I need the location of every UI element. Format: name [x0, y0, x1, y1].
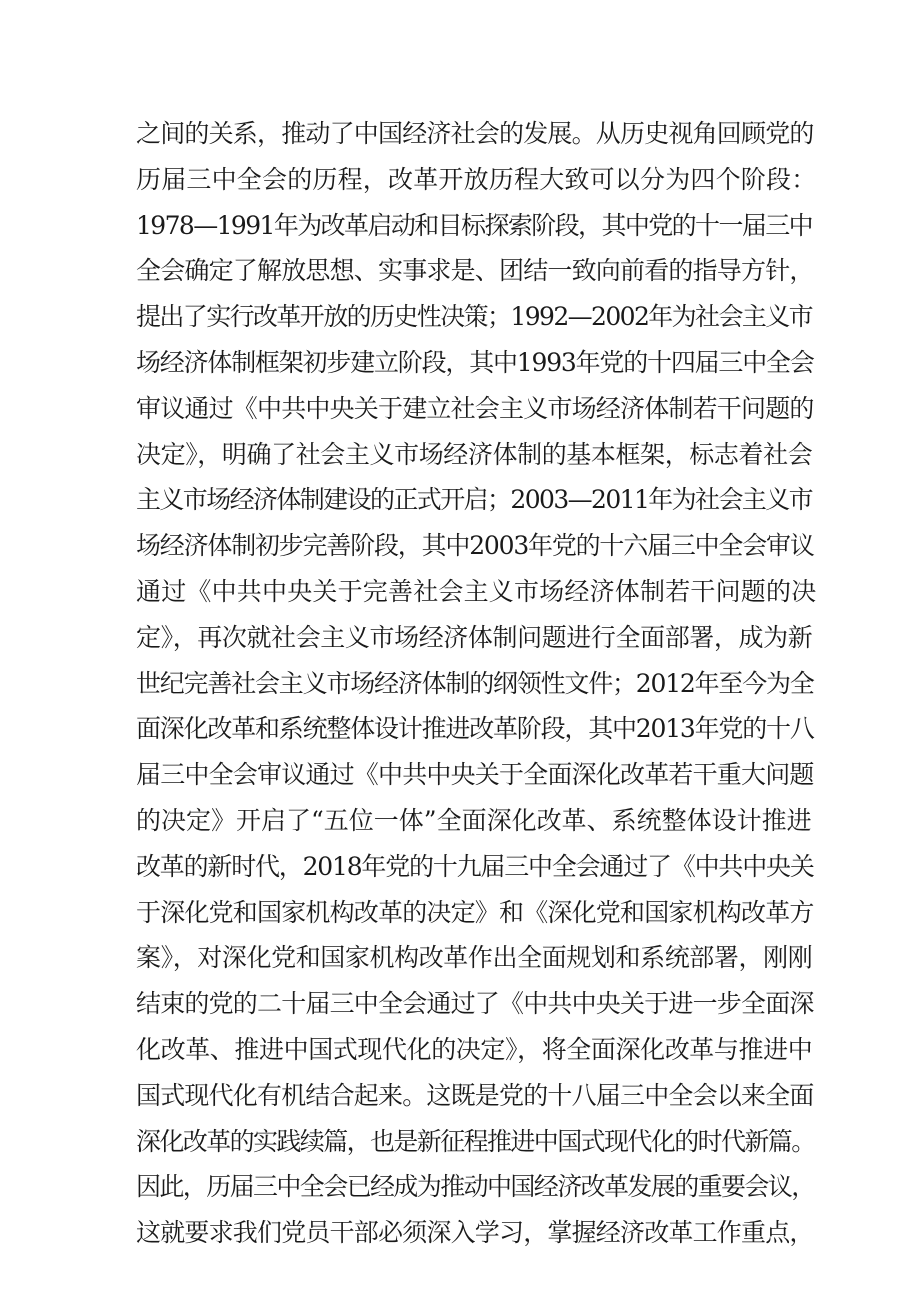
- text-line: 结束的党的二十届三中全会通过了《中共中央关于进一步全面深: [136, 989, 814, 1019]
- text-line: 于深化党和国家机构改革的决定》和《深化党和国家机构改革方: [136, 897, 814, 927]
- text-line: 因此，历届三中全会已经成为推动中国经济改革发展的重要会议，: [136, 1172, 815, 1202]
- text-line: 案》，对深化党和国家机构改革作出全面规划和系统部署，刚刚: [136, 943, 813, 973]
- text-line: 之间的关系，推动了中国经济社会的发展。从历史视角回顾党的: [136, 119, 814, 148]
- body-paragraph: [136, 111, 816, 1256]
- text-line: 全会确定了解放思想、实事求是、团结一致向前看的指导方针，: [136, 256, 814, 286]
- text-line: 国式现代化有机结合起来。这既是党的十八届三中全会以来全面: [136, 1080, 814, 1110]
- text-line: 场经济体制初步完善阶段，其中2003年党的十六届三中全会审议: [136, 531, 814, 561]
- text-line: 审议通过《中共中央关于建立社会主义市场经济体制若干问题的: [136, 393, 814, 423]
- text-line: 深化改革的实践续篇，也是新征程推进中国式现代化的时代新篇。: [136, 1126, 815, 1156]
- text-line: 的决定》开启了“五位一体”全面深化改革、系统整体设计推进: [136, 805, 812, 835]
- text-line: 改革的新时代，2018年党的十九届三中全会通过了《中共中央关: [136, 851, 814, 881]
- text-line: 场经济体制框架初步建立阶段，其中1993年党的十四届三中全会: [136, 347, 814, 377]
- text-line: 1978—1991年为改革启动和目标探索阶段，其中党的十一届三中: [136, 210, 813, 240]
- text-line: 历届三中全会的历程，改革开放历程大致可以分为四个阶段：: [136, 164, 817, 194]
- text-line: 面深化改革和系统整体设计推进改革阶段，其中2013年党的十八: [136, 714, 814, 744]
- text-line: 世纪完善社会主义市场经济体制的纲领性文件；2012年至今为全: [136, 668, 814, 698]
- text-line: 通过《中共中央关于完善社会主义市场经济体制若干问题的决: [136, 576, 817, 606]
- text-line: 决定》，明确了社会主义市场经济体制的基本框架，标志着社会: [136, 439, 813, 469]
- text-line: 提出了实行改革开放的历史性决策；1992—2002年为社会主义市: [136, 302, 813, 332]
- text-line: 主义市场经济体制建设的正式开启；2003—2011年为社会主义市: [136, 485, 813, 515]
- text-line: 这就要求我们党员干部必须深入学习，掌握经济改革工作重点，: [136, 1218, 814, 1248]
- text-line: 定》，再次就社会主义市场经济体制问题进行全面部署，成为新: [136, 622, 813, 652]
- text-line: 届三中全会审议通过《中共中央关于全面深化改革若干重大问题: [136, 760, 814, 790]
- text-line: 化改革、推进中国式现代化的决定》，将全面深化改革与推进中: [136, 1034, 813, 1064]
